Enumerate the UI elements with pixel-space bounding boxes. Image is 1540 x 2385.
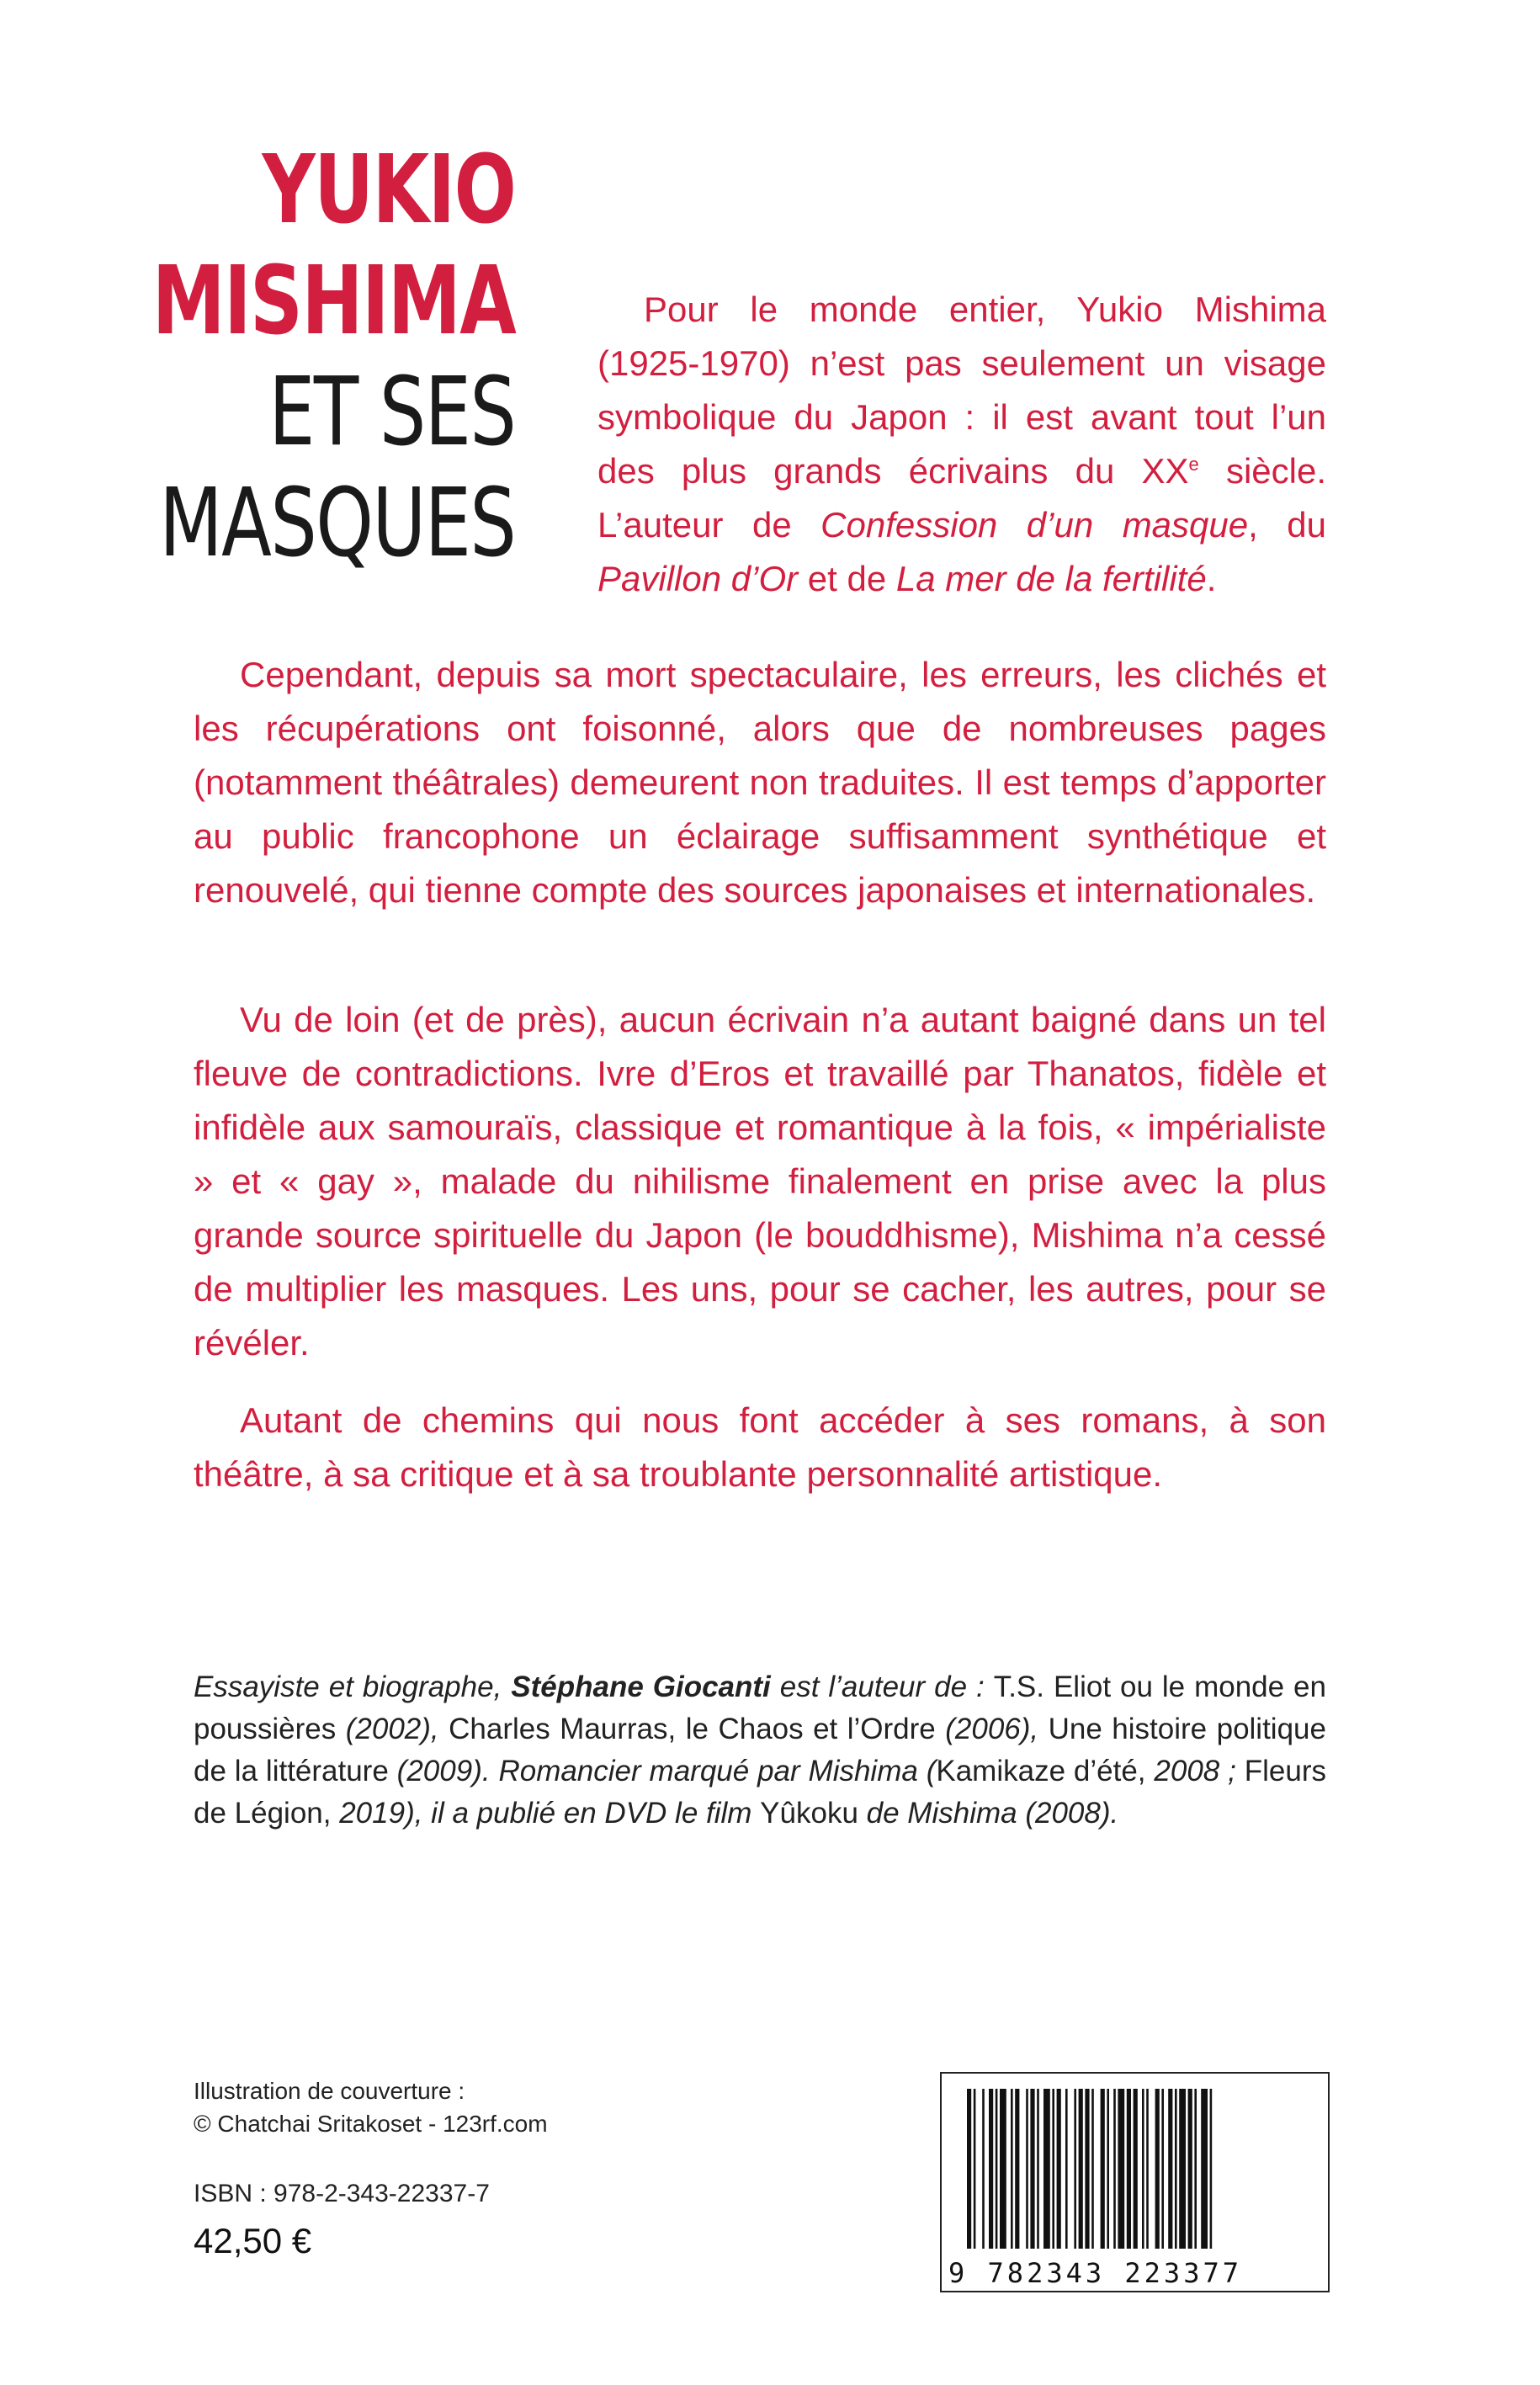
barcode-bar xyxy=(1085,2089,1089,2249)
body-paragraph: Vu de loin (et de près), aucun écrivain n’a autant baigné dans un tel fleuve de contradictions. Ivre d’Eros et travaillé par Thanatos, fidèle et infidèle aux samouraïs, classique et romantique à la fois, « impérialiste » et « gay », malade du nihilisme finalement en prise avec la plus grande source spirituelle du Japon (le bouddhisme), Mishima n’a cessé de multiplier les masques. Les uns, pour se cacher, les autres, pour se révéler. xyxy=(194,1000,1326,1362)
intro-paragraph xyxy=(597,283,1326,606)
work-title: T.S. Eliot ou le monde en poussières xyxy=(194,1671,1326,1745)
author-name: Stéphane Giocanti xyxy=(511,1671,771,1703)
work-title: La mer de la fertilité xyxy=(895,559,1207,598)
barcode-bar xyxy=(1134,2089,1138,2249)
work-title: Confession d’un masque xyxy=(820,505,1249,544)
barcode-bar xyxy=(1161,2089,1164,2249)
barcode-bar xyxy=(1000,2089,1006,2249)
barcode-bar xyxy=(989,2089,993,2249)
bio-text: 2008 ; xyxy=(1145,1755,1245,1787)
barcode-bar xyxy=(1079,2089,1083,2249)
barcode-bar xyxy=(1065,2089,1068,2249)
barcode-bar xyxy=(1113,2089,1116,2249)
barcode-bar xyxy=(974,2089,976,2249)
credit-source: © Chatchai Sritakoset - 123rf.com xyxy=(194,2111,548,2137)
barcode-bar xyxy=(982,2089,985,2249)
intro-text: Pour le monde entier, Yukio Mishima (1925-1970) n’est pas seulement un visage symbolique du Japon : il est avant tout l’un des plus grands écrivains du XX xyxy=(597,289,1326,491)
barcode-bar xyxy=(1091,2089,1094,2249)
bio-text: (2009). Romancier marqué par Mishima ( xyxy=(388,1755,937,1787)
barcode-bar xyxy=(1146,2089,1149,2249)
barcode-bars xyxy=(967,2089,1304,2249)
barcode-bar xyxy=(967,2089,971,2249)
barcode-bar xyxy=(1188,2089,1192,2249)
barcode-bar xyxy=(1052,2089,1054,2249)
title-line-1: YUKIO xyxy=(262,135,515,245)
book-title xyxy=(151,135,515,579)
barcode-bar xyxy=(1037,2089,1039,2249)
credit-label: Illustration de couverture : xyxy=(194,2078,465,2104)
barcode xyxy=(940,2072,1330,2292)
bio-text: de Mishima (2008). xyxy=(858,1797,1119,1830)
barcode-bar xyxy=(1026,2089,1028,2249)
century-superscript: e xyxy=(1188,454,1199,475)
illustration-credit xyxy=(194,2074,548,2140)
intro-text: et de xyxy=(798,559,896,598)
barcode-bar xyxy=(1057,2089,1061,2249)
bio-text: est l’auteur de : xyxy=(770,1671,994,1703)
barcode-bar xyxy=(996,2089,998,2249)
work-title: Charles Maurras, le Chaos et l’Ordre xyxy=(449,1713,936,1745)
intro-text: siècle. L’auteur de xyxy=(597,451,1327,544)
body-paragraph: Cependant, depuis sa mort spectaculaire, les erreurs, les clichés et les récupérations ont foisonné, alors que de nombreuses pages (notamment théâtrales) demeurent non traduites. Il est temps d’apporter au public francophone un éclairage suffisamment synthétique et renouvelé, qui tienne compte des sources japonaises et internationales. xyxy=(194,655,1326,910)
barcode-bar xyxy=(1107,2089,1109,2249)
barcode-bar xyxy=(1179,2089,1186,2249)
work-title: Kamikaze d’été, xyxy=(936,1755,1146,1787)
bio-text: 2019), il a publié en DVD le film xyxy=(331,1797,761,1830)
intro-text: . xyxy=(1206,559,1217,598)
barcode-bar xyxy=(1030,2089,1034,2249)
price: 42,50 € xyxy=(194,2221,312,2260)
barcode-bar xyxy=(1011,2089,1013,2249)
barcode-bar xyxy=(1168,2089,1172,2249)
isbn: ISBN : 978-2-343-22337-7 xyxy=(194,2180,490,2207)
barcode-bar xyxy=(1074,2089,1076,2249)
barcode-bar xyxy=(1201,2089,1208,2249)
barcode-bar xyxy=(1142,2089,1144,2249)
barcode-bar xyxy=(1155,2089,1160,2249)
work-title: Fleurs de Légion, xyxy=(194,1755,1326,1830)
bio-text: (2006), xyxy=(935,1713,1049,1745)
work-title: Une histoire politique de la littérature xyxy=(194,1713,1326,1787)
work-title: Yûkoku xyxy=(760,1797,858,1830)
body-paragraph: Autant de chemins qui nous font accéder à ses romans, à son théâtre, à sa critique et à sa troublante personnalité artistique. xyxy=(194,1400,1326,1494)
barcode-bar xyxy=(1015,2089,1019,2249)
author-bio xyxy=(194,1666,1326,1835)
barcode-bar xyxy=(1194,2089,1197,2249)
barcode-number: 9 782343 223377 xyxy=(948,2257,1242,2289)
barcode-bar xyxy=(1043,2089,1050,2249)
title-line-3: ET SES xyxy=(268,358,515,467)
barcode-bar xyxy=(1101,2089,1105,2249)
barcode-bar xyxy=(1175,2089,1177,2249)
barcode-bar xyxy=(1127,2089,1131,2249)
bio-text: (2002), xyxy=(336,1713,449,1745)
title-line-2: MISHIMA xyxy=(151,247,515,356)
intro-text: , du xyxy=(1248,505,1326,544)
work-title: Pavillon d’Or xyxy=(597,559,799,598)
barcode-bar xyxy=(1118,2089,1124,2249)
title-line-4: MASQUES xyxy=(158,469,515,578)
barcode-bar xyxy=(1210,2089,1213,2249)
bio-text: Essayiste et biographe, xyxy=(194,1671,512,1703)
